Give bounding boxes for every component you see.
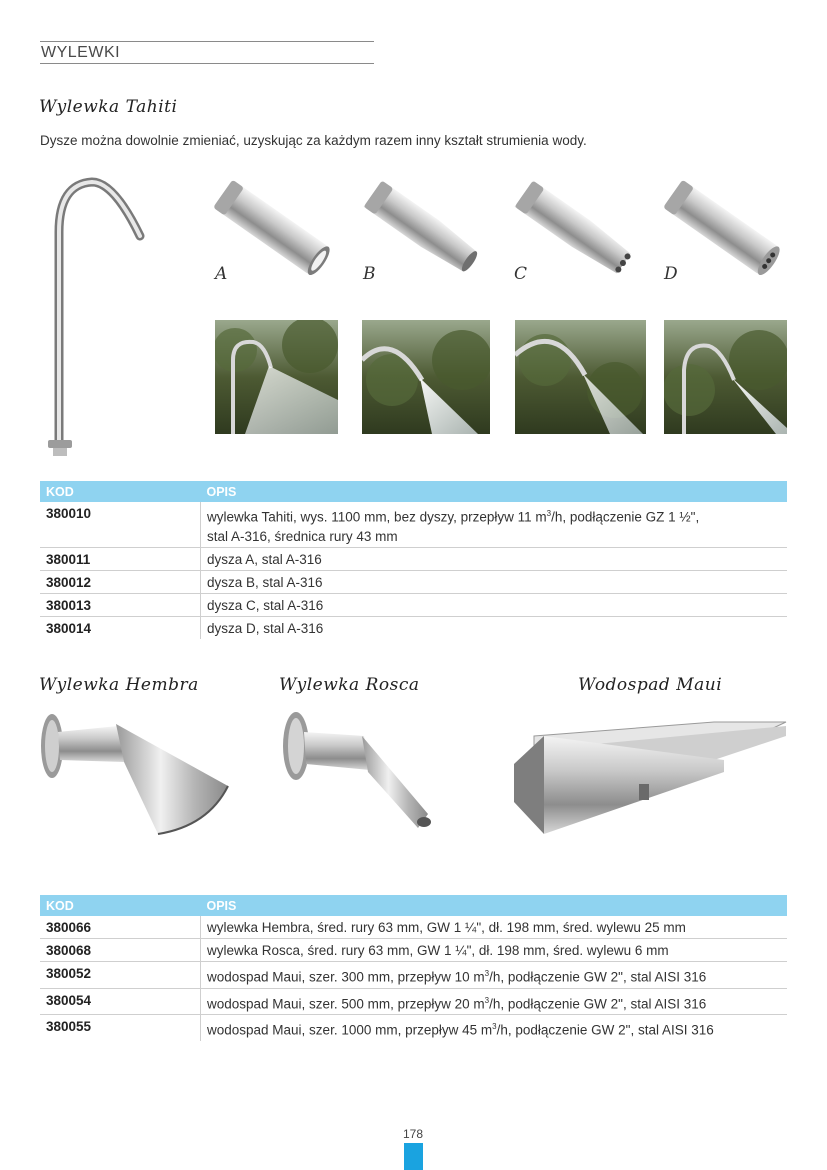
table-row xyxy=(40,570,787,593)
section-title: WYLEWKI xyxy=(41,44,121,61)
spray-photo-a xyxy=(215,320,338,434)
header-code: KOD xyxy=(40,895,201,916)
header-desc: OPIS xyxy=(201,895,788,916)
nozzle-b-label: B xyxy=(363,264,376,284)
row-desc-part: wodospad Maui, szer. 1000 mm, przepływ 45 m xyxy=(207,1022,493,1038)
tahiti-spec-table xyxy=(40,481,787,639)
tahiti-faucet-image xyxy=(40,172,150,462)
header-desc: OPIS xyxy=(201,481,788,502)
table-row xyxy=(40,916,787,939)
row-code: 380013 xyxy=(40,593,201,616)
row-code: 380054 xyxy=(40,988,201,1015)
row-desc-part: /h, podłączenie GZ 1 ½", xyxy=(551,509,700,525)
row-desc-part: /h, podłączenie GW 2", stal AISI 316 xyxy=(489,969,707,985)
nozzle-a-label: A xyxy=(215,264,228,284)
row-desc-sup: 3 xyxy=(484,995,490,1005)
row-desc-part: /h, podłączenie GW 2", stal AISI 316 xyxy=(489,996,707,1011)
row-desc-part: stal A-316, średnica rury 43 mm xyxy=(207,528,398,544)
maui-image xyxy=(514,716,789,836)
nozzle-b-image xyxy=(362,178,492,283)
row-desc-sup: 3 xyxy=(484,969,490,978)
row-code: 380014 xyxy=(46,620,92,636)
spray-photo-d xyxy=(664,320,787,434)
table-row xyxy=(40,502,787,547)
table-header xyxy=(40,481,787,502)
table-row xyxy=(40,939,787,962)
row-desc-part: wodospad Maui, szer. 500 mm, przepływ 20 m xyxy=(207,996,485,1011)
row-code: 380012 xyxy=(40,570,201,593)
row-code: 380052 xyxy=(40,962,201,989)
row-code: 380068 xyxy=(40,939,201,962)
header-code: KOD xyxy=(40,481,201,502)
rosca-image xyxy=(278,706,438,836)
row-desc-sup: 3 xyxy=(492,1022,497,1031)
section-rule-bottom xyxy=(40,63,374,64)
row-code: 380011 xyxy=(40,547,201,570)
row-desc-part: wodospad Maui, szer. 300 mm, przepływ 10 m xyxy=(207,969,485,985)
nozzle-d-label: D xyxy=(664,264,678,284)
table-row xyxy=(40,962,787,989)
table-row xyxy=(40,1015,787,1041)
hembra-image xyxy=(38,706,238,836)
section-rule-top xyxy=(40,41,374,42)
row-desc xyxy=(201,962,788,989)
row-desc-part: wylewka Tahiti, wys. 1100 mm, bez dyszy, przepływ 11 m xyxy=(207,509,547,525)
maui-heading: Wodospad Maui xyxy=(578,675,723,695)
row-desc xyxy=(201,502,788,547)
row-desc: dysza A, stal A-316 xyxy=(201,547,788,570)
nozzle-a-image xyxy=(212,178,340,283)
row-desc: wylewka Hembra, śred. rury 63 mm, GW 1 ¼", dł. 198 mm, śred. wylewu 25 mm xyxy=(201,916,788,939)
table-row xyxy=(40,988,787,1015)
row-code: 380066 xyxy=(40,916,201,939)
row-desc-sup: 3 xyxy=(546,509,552,518)
table-row xyxy=(40,616,787,639)
row-desc xyxy=(201,988,788,1015)
row-desc xyxy=(201,1015,788,1041)
nozzle-c-label: C xyxy=(514,264,528,284)
table-row xyxy=(40,593,787,616)
nozzle-c-image xyxy=(513,178,647,283)
row-code: 380010 xyxy=(40,502,201,547)
page-number: 178 xyxy=(403,1127,424,1141)
row-desc: dysza C, stal A-316 xyxy=(201,593,788,616)
products-spec-table xyxy=(40,895,787,1041)
row-desc: dysza B, stal A-316 xyxy=(201,570,788,593)
spray-photo-b xyxy=(362,320,490,434)
page-tab-marker xyxy=(404,1143,423,1170)
row-desc: wylewka Rosca, śred. rury 63 mm, GW 1 ¼", dł. 198 mm, śred. wylewu 6 mm xyxy=(201,939,788,962)
row-desc: dysza D, stal A-316 xyxy=(201,616,788,639)
nozzle-d-image xyxy=(662,178,790,283)
tahiti-heading: Wylewka Tahiti xyxy=(39,97,178,117)
tahiti-intro: Dysze można dowolnie zmieniać, uzyskując za każdym razem inny kształt strumienia wody. xyxy=(40,133,587,148)
rosca-heading: Wylewka Rosca xyxy=(279,675,420,695)
hembra-heading: Wylewka Hembra xyxy=(39,675,199,695)
table-row xyxy=(40,547,787,570)
row-desc-part: /h, podłączenie GW 2", stal AISI 316 xyxy=(496,1022,714,1038)
table-header xyxy=(40,895,787,916)
row-code: 380055 xyxy=(46,1019,92,1034)
spray-photo-c xyxy=(515,320,646,434)
